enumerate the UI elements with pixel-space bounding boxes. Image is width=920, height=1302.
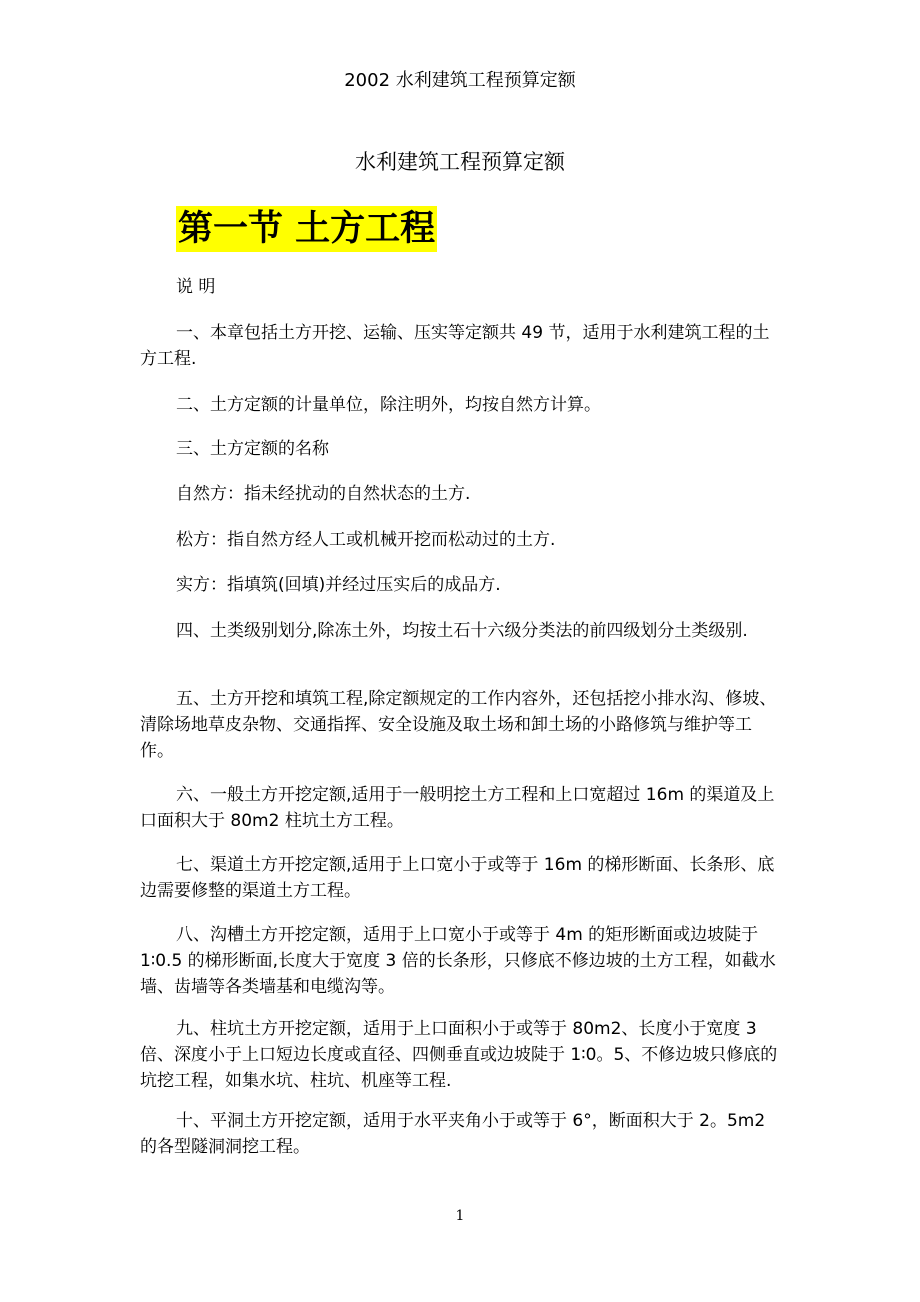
document-title: 水利建筑工程预算定额 bbox=[355, 150, 565, 174]
paragraph-11: 八、沟槽土方开挖定额，适用于上口宽小于或等于 4m 的矩形断面或边坡陡于 1∶0.5 的梯形断面,长度大于宽度 3 倍的长条形，只修底不修边坡的土方工程，如截水墙、齿墙等各类墙基和电缆沟等。 bbox=[140, 925, 776, 997]
paragraph-5: 松方：指自然方经人工或机械开挖而松动过的土方. bbox=[176, 530, 556, 550]
paragraph-7: 四、土类级别划分,除冻土外，均按土石十六级分类法的前四级划分土类级别. bbox=[176, 621, 748, 641]
paragraph-3: 三、土方定额的名称 bbox=[176, 439, 329, 459]
paragraph-9: 六、一般土方开挖定额,适用于一般明挖土方工程和上口宽超过 16m 的渠道及上口面积大于 80m2 柱坑土方工程。 bbox=[140, 785, 775, 831]
paragraph-10: 七、渠道土方开挖定额,适用于上口宽小于或等于 16m 的梯形断面、长条形、底边需要修整的渠道土方工程。 bbox=[140, 855, 775, 901]
explanation-heading: 说 明 bbox=[176, 277, 216, 297]
running-header: 2002 水利建筑工程预算定额 bbox=[344, 70, 576, 91]
paragraph-1: 一、本章包括土方开挖、运输、压实等定额共 49 节，适用于水利建筑工程的土方工程. bbox=[140, 323, 770, 369]
page-number: 1 bbox=[455, 1208, 465, 1224]
section-heading: 第一节 土方工程 bbox=[176, 206, 437, 252]
paragraph-6: 实方：指填筑(回填)并经过压实后的成品方. bbox=[176, 575, 501, 595]
paragraph-8: 五、土方开挖和填筑工程,除定额规定的工作内容外，还包括挖小排水沟、修坡、清除场地草皮杂物、交通指挥、安全设施及取土场和卸土场的小路修筑与维护等工作。 bbox=[140, 689, 777, 761]
paragraph-12: 九、柱坑土方开挖定额，适用于上口面积小于或等于 80m2、长度小于宽度 3 倍、深度小于上口短边长度或直径、四侧垂直或边坡陡于 1∶0。5、不修边坡只修底的坑挖工程，如集水坑、柱坑、机座等工程. bbox=[140, 1019, 778, 1091]
paragraph-4: 自然方：指未经扰动的自然状态的土方. bbox=[176, 484, 471, 504]
paragraph-2: 二、土方定额的计量单位，除注明外，均按自然方计算。 bbox=[176, 395, 601, 415]
paragraph-13: 十、平洞土方开挖定额，适用于水平夹角小于或等于 6°，断面积大于 2。5m2 的各型隧洞洞挖工程。 bbox=[140, 1111, 766, 1157]
